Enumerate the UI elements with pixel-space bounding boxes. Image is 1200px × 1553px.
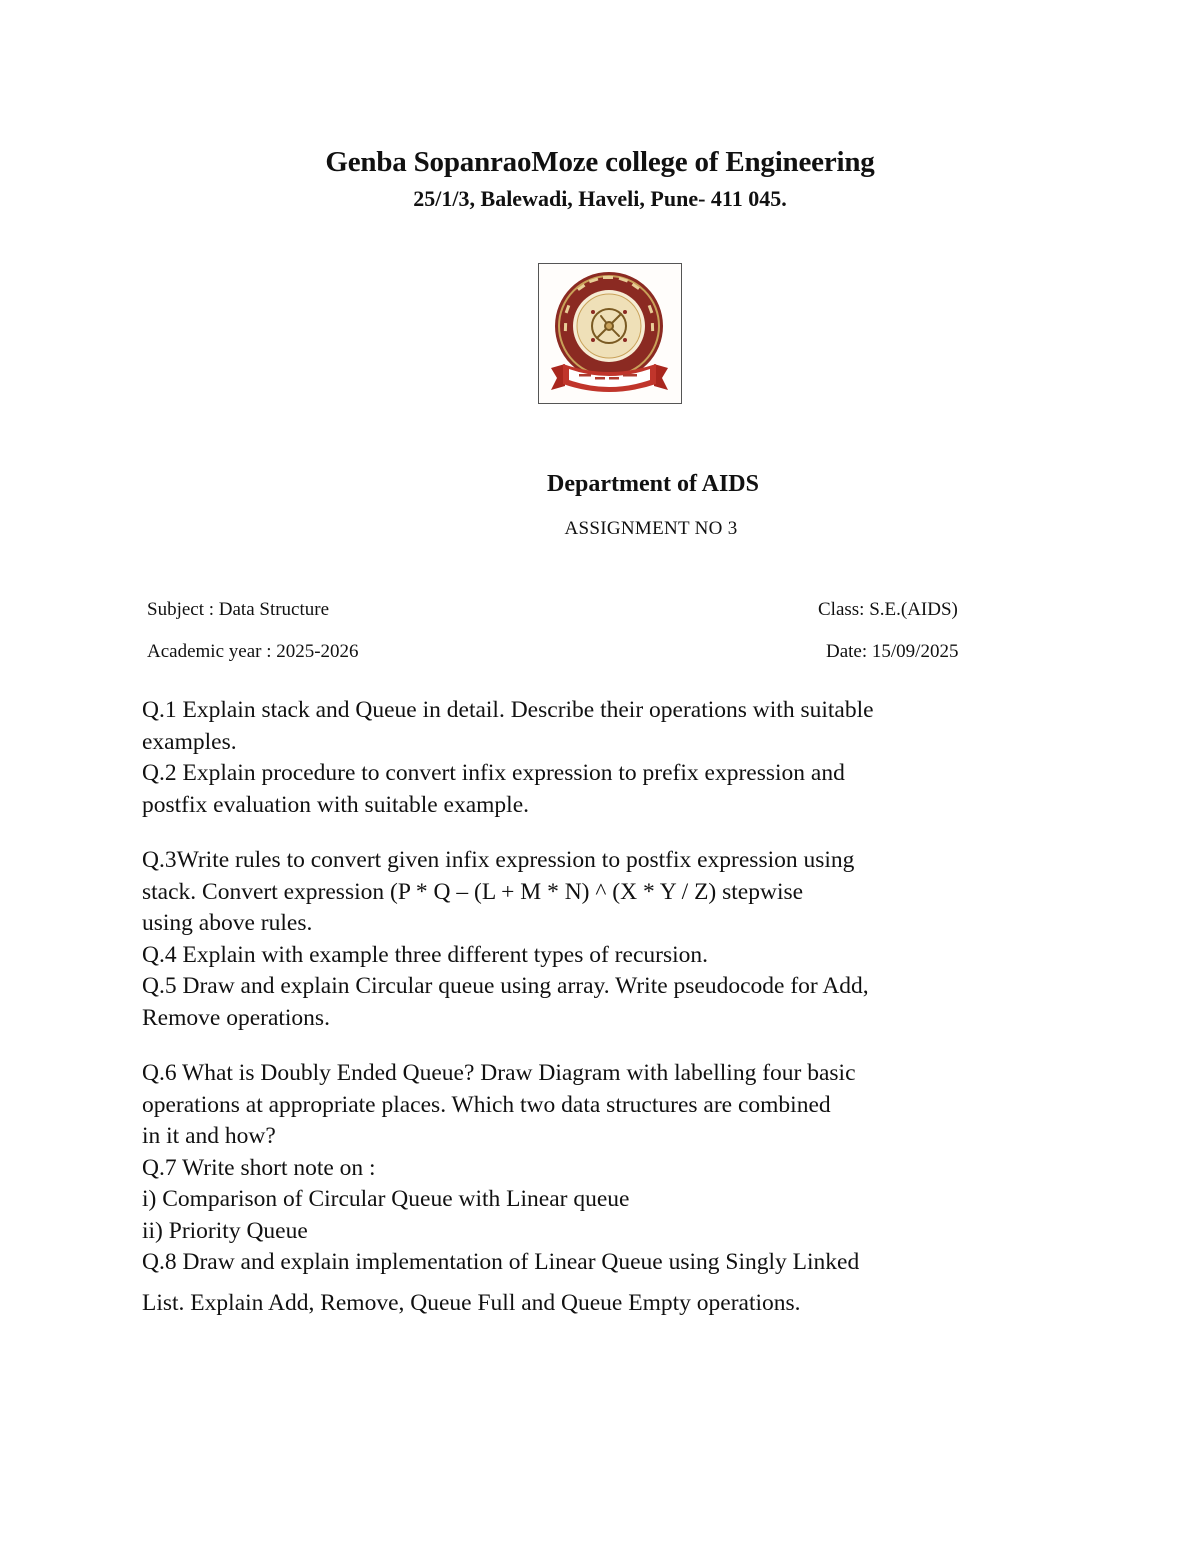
question-2-line-1: Q.2 Explain procedure to convert infix expression to prefix expression and <box>142 760 845 786</box>
college-address: 25/1/3, Balewadi, Haveli, Pune- 411 045. <box>413 186 787 211</box>
line-gap <box>142 1279 1022 1288</box>
college-name: Genba SopanraoMoze college of Engineering <box>325 146 875 178</box>
question-3-line-3: using above rules. <box>142 910 313 936</box>
paragraph-gap <box>142 821 1022 845</box>
question-3-line-2: stack. Convert expression (P * Q – (L + M * N) ^ (X * Y / Z) stepwise <box>142 878 804 905</box>
question-6-line-3: in it and how? <box>142 1123 276 1149</box>
date-label: Date: 15/09/2025 <box>826 641 959 662</box>
question-7-line-3: ii) Priority Queue <box>142 1217 308 1244</box>
class-label: Class: S.E.(AIDS) <box>818 599 958 620</box>
question-2-line-2: postfix evaluation with suitable example. <box>142 791 530 818</box>
assignment-title: ASSIGNMENT NO 3 <box>564 518 738 539</box>
question-6-line-1: Q.6 What is Doubly Ended Queue? Draw Diagram with labelling four basic <box>142 1060 856 1086</box>
question-8-line-2: List. Explain Add, Remove, Queue Full and Queue Empty operations. <box>142 1289 801 1316</box>
question-3-line-1: Q.3Write rules to convert given infix expression to postfix expression using <box>142 847 855 873</box>
question-4-line-1: Q.4 Explain with example three different types of recursion. <box>142 941 708 968</box>
question-8-line-1: Q.8 Draw and explain implementation of Linear Queue using Singly Linked <box>142 1249 860 1275</box>
college-logo <box>538 263 682 404</box>
question-6-line-2: operations at appropriate places. Which two data structures are combined <box>142 1091 831 1118</box>
paragraph-gap <box>142 1034 1022 1058</box>
question-list <box>142 695 1022 1319</box>
question-5-line-1: Q.5 Draw and explain Circular queue using array. Write pseudocode for Add, <box>142 973 869 999</box>
college-emblem-icon <box>539 264 680 402</box>
subject-label: Subject : Data Structure <box>147 599 330 620</box>
academic-year-label: Academic year : 2025-2026 <box>147 641 359 662</box>
question-7-line-2: i) Comparison of Circular Queue with Linear queue <box>142 1186 630 1212</box>
department-heading: Department of AIDS <box>547 471 759 497</box>
question-1-line-1: Q.1 Explain stack and Queue in detail. Describe their operations with suitable <box>142 697 874 723</box>
question-5-line-2: Remove operations. <box>142 1004 330 1031</box>
question-1-line-2: examples. <box>142 728 237 755</box>
question-7-line-1: Q.7 Write short note on : <box>142 1154 376 1181</box>
